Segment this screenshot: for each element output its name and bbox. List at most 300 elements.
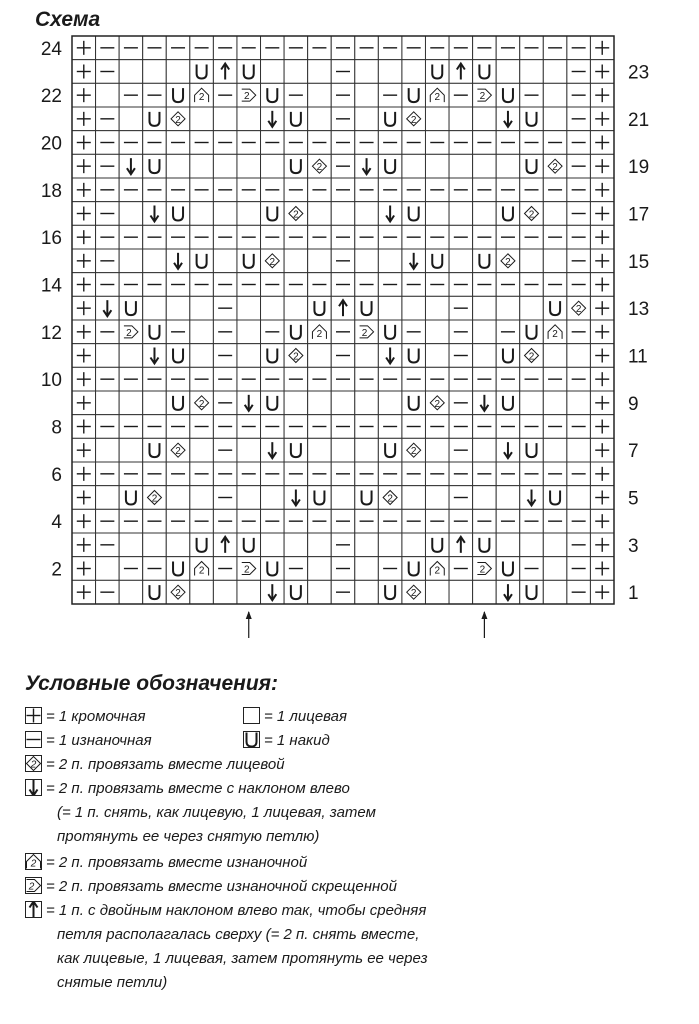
- knit-cell: [119, 533, 143, 557]
- yarn-over-symbol: [308, 486, 332, 510]
- svg-text:2: 2: [269, 256, 276, 268]
- chart-row: [72, 462, 614, 486]
- svg-text:2: 2: [175, 446, 181, 458]
- purl-symbol: [567, 533, 591, 557]
- edge-stitch-symbol: [72, 154, 96, 178]
- purl-symbol: [496, 509, 520, 533]
- knit-cell: [378, 296, 402, 320]
- purl-symbol: [96, 202, 120, 226]
- purl-symbol: [166, 273, 190, 297]
- purl-symbol: [496, 320, 520, 344]
- svg-text:2: 2: [30, 759, 37, 771]
- chart-row: [72, 154, 614, 178]
- yarn-over-symbol: [166, 391, 190, 415]
- purl-symbol: [473, 415, 497, 439]
- legend-title: Условные обозначения:: [25, 672, 279, 695]
- yarn-over-symbol: [496, 344, 520, 368]
- chart-row: [72, 391, 614, 415]
- purl-symbol: [449, 344, 473, 368]
- knit-cell: [284, 391, 308, 415]
- cdd-symbol: [213, 533, 237, 557]
- yarn-over-symbol: [166, 202, 190, 226]
- yarn-over-symbol: [355, 486, 379, 510]
- purl-symbol: [402, 36, 426, 60]
- purl-symbol: [331, 249, 355, 273]
- purl-symbol: [96, 462, 120, 486]
- k2tog-symbol: [543, 154, 567, 178]
- edge-stitch-symbol: [72, 60, 96, 84]
- yarn-over-symbol: [378, 107, 402, 131]
- purl-symbol: [355, 225, 379, 249]
- purl-symbol: [425, 462, 449, 486]
- purl-symbol: [378, 131, 402, 155]
- purl-symbol: [543, 273, 567, 297]
- row-number: 22: [40, 86, 62, 108]
- knit-cell: [237, 107, 261, 131]
- ssk-symbol: [402, 249, 426, 273]
- knit-cell: [284, 296, 308, 320]
- k2tog-symbol: [166, 438, 190, 462]
- purl-symbol: [520, 367, 544, 391]
- purl-symbol: [143, 462, 167, 486]
- purl-symbol: [496, 462, 520, 486]
- knit-cell: [473, 107, 497, 131]
- yarn-over-symbol: [496, 391, 520, 415]
- purl-symbol: [308, 509, 332, 533]
- svg-text:2: 2: [361, 327, 368, 339]
- purl-symbol: [496, 225, 520, 249]
- yarn-over-symbol: [119, 296, 143, 320]
- purl-symbol: [331, 415, 355, 439]
- purl-symbol: [355, 36, 379, 60]
- purl-symbol: [567, 415, 591, 439]
- knit-cell: [237, 154, 261, 178]
- edge-stitch-symbol: [590, 83, 614, 107]
- yarn-over-symbol: [473, 533, 497, 557]
- purl-symbol: [284, 509, 308, 533]
- knit-cell: [96, 391, 120, 415]
- purl-symbol: [143, 36, 167, 60]
- knit-cell: [96, 486, 120, 510]
- knit-cell: [402, 154, 426, 178]
- purl-symbol: [213, 320, 237, 344]
- purl-symbol: [543, 367, 567, 391]
- purl-symbol: [567, 178, 591, 202]
- purl-symbol: [284, 83, 308, 107]
- knit-cell: [166, 533, 190, 557]
- purl-symbol: [543, 462, 567, 486]
- edge-stitch-symbol: [590, 438, 614, 462]
- purl-symbol: [96, 225, 120, 249]
- purl-symbol: [543, 509, 567, 533]
- edge-stitch-symbol: [590, 36, 614, 60]
- purl-symbol: [473, 462, 497, 486]
- knit-cell: [425, 154, 449, 178]
- edge-stitch-symbol: [72, 202, 96, 226]
- svg-text:2: 2: [293, 351, 299, 363]
- knit-cell: [213, 107, 237, 131]
- knit-cell: [308, 202, 332, 226]
- p2tog-symbol: [425, 557, 449, 581]
- purl-symbol: [520, 36, 544, 60]
- purl-symbol: [308, 367, 332, 391]
- purl-symbol: [425, 225, 449, 249]
- yarn-over-symbol: [119, 486, 143, 510]
- svg-text:2: 2: [552, 328, 558, 340]
- purl-symbol: [355, 415, 379, 439]
- knit-cell: [355, 249, 379, 273]
- row-number: 18: [40, 180, 62, 202]
- purl-symbol: [567, 367, 591, 391]
- purl-symbol: [449, 391, 473, 415]
- purl-symbol: [425, 36, 449, 60]
- knit-cell: [143, 60, 167, 84]
- edge-stitch-symbol: [72, 131, 96, 155]
- legend-text: = 1 накид: [264, 732, 330, 749]
- yarn-over-symbol: [143, 154, 167, 178]
- knit-cell: [496, 533, 520, 557]
- chart-row: [72, 273, 614, 297]
- ssk-symbol: [473, 391, 497, 415]
- purl-symbol: [402, 462, 426, 486]
- yarn-over-symbol: [190, 249, 214, 273]
- purl-symbol: [213, 225, 237, 249]
- purl-symbol: [261, 36, 285, 60]
- purl-symbol: [567, 107, 591, 131]
- edge-stitch-symbol: [72, 533, 96, 557]
- svg-text:2: 2: [175, 114, 181, 126]
- k2tog-symbol: [402, 438, 426, 462]
- purl-symbol: [96, 107, 120, 131]
- yarn-over-symbol: [520, 438, 544, 462]
- purl-symbol: [520, 131, 544, 155]
- purl-symbol: [355, 509, 379, 533]
- edge-stitch-symbol: [590, 533, 614, 557]
- ssk-symbol: [378, 202, 402, 226]
- purl-symbol: [284, 131, 308, 155]
- purl-symbol: [166, 462, 190, 486]
- svg-text:2: 2: [434, 565, 441, 577]
- edge-stitch-symbol: [72, 273, 96, 297]
- purl-symbol: [213, 438, 237, 462]
- purl-symbol: [331, 154, 355, 178]
- p2tog-tbl-symbol: [473, 557, 497, 581]
- purl-symbol: [543, 178, 567, 202]
- purl-symbol: [449, 225, 473, 249]
- knit-cell: [284, 60, 308, 84]
- purl-symbol: [425, 273, 449, 297]
- purl-symbol: [96, 131, 120, 155]
- purl-symbol: [213, 509, 237, 533]
- edge-stitch-symbol: [72, 225, 96, 249]
- purl-symbol: [520, 509, 544, 533]
- edge-stitch-symbol: [590, 320, 614, 344]
- k2tog-symbol: [520, 202, 544, 226]
- p2tog-symbol: [190, 83, 214, 107]
- knit-cell: [96, 438, 120, 462]
- legend-text: = 1 п. с двойным наклоном влево так, чтобы средняя: [46, 902, 427, 919]
- purl-symbol: [473, 509, 497, 533]
- knit-cell: [473, 320, 497, 344]
- svg-text:2: 2: [28, 881, 35, 893]
- purl-symbol: [261, 225, 285, 249]
- svg-text:2: 2: [410, 446, 417, 458]
- knit-cell: [378, 533, 402, 557]
- k2tog-symbol: [496, 249, 520, 273]
- ssk-symbol: [143, 344, 167, 368]
- knit-cell: [237, 344, 261, 368]
- purl-symbol: [520, 557, 544, 581]
- knit-cell: [402, 60, 426, 84]
- purl-symbol: [331, 367, 355, 391]
- row-number: 1: [628, 583, 639, 605]
- chart-row: [72, 225, 614, 249]
- purl-symbol: [449, 415, 473, 439]
- edge-stitch-symbol: [72, 462, 96, 486]
- purl-symbol: [261, 415, 285, 439]
- yarn-over-symbol: [378, 320, 402, 344]
- purl-symbol: [213, 462, 237, 486]
- svg-text:2: 2: [151, 493, 158, 505]
- knit-cell: [496, 486, 520, 510]
- knit-cell: [119, 107, 143, 131]
- knit-cell: [166, 60, 190, 84]
- edge-stitch-symbol: [72, 107, 96, 131]
- knit-cell: [520, 60, 544, 84]
- legend-text: = 1 изнаночная: [46, 732, 152, 749]
- cdd-symbol: [25, 901, 42, 918]
- purl-symbol: [355, 131, 379, 155]
- k2tog-symbol: [378, 486, 402, 510]
- purl-symbol: [213, 273, 237, 297]
- svg-text:2: 2: [552, 162, 558, 174]
- edge-stitch-symbol: [72, 509, 96, 533]
- purl-symbol: [261, 178, 285, 202]
- knit-cell: [473, 438, 497, 462]
- purl-symbol: [378, 178, 402, 202]
- purl-symbol: [449, 83, 473, 107]
- purl-symbol: [331, 36, 355, 60]
- purl-symbol: [190, 131, 214, 155]
- yarn-over-symbol: [402, 391, 426, 415]
- purl-symbol: [331, 225, 355, 249]
- purl-symbol: [425, 178, 449, 202]
- yarn-over-symbol: [143, 580, 167, 604]
- purl-symbol: [96, 60, 120, 84]
- purl-symbol: [402, 320, 426, 344]
- purl-symbol: [96, 154, 120, 178]
- svg-text:2: 2: [528, 209, 535, 221]
- purl-symbol: [143, 509, 167, 533]
- purl-symbol: [402, 225, 426, 249]
- purl-symbol: [567, 273, 591, 297]
- knit-cell: [355, 580, 379, 604]
- yarn-over-symbol: [190, 533, 214, 557]
- purl-symbol: [119, 462, 143, 486]
- legend-text-continuation: (= 1 п. снять, как лицевую, 1 лицевая, затем: [57, 804, 376, 821]
- yarn-over-symbol: [308, 296, 332, 320]
- purl-symbol: [331, 533, 355, 557]
- svg-text:2: 2: [30, 858, 37, 869]
- ssk-symbol: [284, 486, 308, 510]
- yarn-over-symbol: [496, 83, 520, 107]
- k2tog-symbol: [284, 344, 308, 368]
- knit-cell: [378, 60, 402, 84]
- k2tog-symbol: [261, 249, 285, 273]
- purl-symbol: [331, 509, 355, 533]
- k2tog-symbol: [166, 107, 190, 131]
- chart-row: [72, 344, 614, 368]
- legend-item: [25, 777, 376, 849]
- yarn-over-symbol: [261, 202, 285, 226]
- row-number: 20: [40, 133, 62, 155]
- row-number: 3: [628, 535, 639, 557]
- row-number: 6: [51, 464, 62, 486]
- knit-cell: [237, 486, 261, 510]
- purl-symbol: [96, 580, 120, 604]
- purl-symbol: [449, 131, 473, 155]
- legend-text-continuation: петля располагалась сверху (= 2 п. снять вместе,: [57, 926, 420, 943]
- knit-cell: [520, 533, 544, 557]
- yarn-over-symbol: [143, 107, 167, 131]
- knit-cell: [308, 83, 332, 107]
- knit-cell: [119, 249, 143, 273]
- row-number: 17: [628, 204, 650, 226]
- purl-symbol: [237, 415, 261, 439]
- purl-symbol: [496, 415, 520, 439]
- knit-cell: [96, 557, 120, 581]
- purl-symbol: [284, 462, 308, 486]
- edge-stitch-symbol: [25, 707, 42, 724]
- knit-cell: [473, 154, 497, 178]
- purl-symbol: [166, 509, 190, 533]
- yarn-over-symbol: [261, 557, 285, 581]
- edge-stitch-symbol: [72, 557, 96, 581]
- purl-symbol: [213, 415, 237, 439]
- purl-symbol: [567, 202, 591, 226]
- purl-symbol: [567, 154, 591, 178]
- knit-cell: [355, 438, 379, 462]
- knit-cell: [567, 486, 591, 510]
- knit-cell: [543, 438, 567, 462]
- svg-text:2: 2: [479, 564, 486, 576]
- knit-cell: [520, 249, 544, 273]
- knit-cell: [449, 154, 473, 178]
- purl-symbol: [473, 36, 497, 60]
- purl-symbol: [25, 731, 42, 748]
- yarn-over-symbol: [355, 296, 379, 320]
- knit-cell: [190, 107, 214, 131]
- purl-symbol: [567, 131, 591, 155]
- knit-cell: [261, 296, 285, 320]
- purl-symbol: [567, 509, 591, 533]
- purl-symbol: [449, 509, 473, 533]
- edge-stitch-symbol: [590, 367, 614, 391]
- purl-symbol: [449, 486, 473, 510]
- knit-cell: [473, 486, 497, 510]
- knit-cell: [473, 202, 497, 226]
- yarn-over-symbol: [190, 60, 214, 84]
- knit-cell: [496, 154, 520, 178]
- knit-cell: [520, 391, 544, 415]
- row-number: 14: [40, 275, 62, 297]
- svg-text:2: 2: [528, 351, 535, 363]
- purl-symbol: [378, 273, 402, 297]
- knit-cell: [96, 83, 120, 107]
- purl-symbol: [284, 273, 308, 297]
- svg-text:2: 2: [410, 588, 417, 600]
- knit-cell: [213, 249, 237, 273]
- purl-symbol: [96, 533, 120, 557]
- purl-symbol: [261, 509, 285, 533]
- edge-stitch-symbol: [72, 415, 96, 439]
- legend-text: = 1 лицевая: [264, 708, 348, 725]
- edge-stitch-symbol: [590, 225, 614, 249]
- yarn-over-symbol: [425, 249, 449, 273]
- svg-text:2: 2: [575, 304, 582, 316]
- knit-cell: [308, 344, 332, 368]
- chart-row: [72, 296, 614, 320]
- knit-cell: [284, 249, 308, 273]
- yarn-over-symbol: [520, 320, 544, 344]
- knit-cell: [567, 344, 591, 368]
- svg-text:2: 2: [410, 114, 417, 126]
- edge-stitch-symbol: [590, 509, 614, 533]
- knit-cell: [355, 344, 379, 368]
- purl-symbol: [355, 178, 379, 202]
- purl-symbol: [378, 225, 402, 249]
- purl-symbol: [425, 131, 449, 155]
- purl-symbol: [496, 131, 520, 155]
- purl-symbol: [473, 131, 497, 155]
- edge-stitch-symbol: [590, 131, 614, 155]
- chart-row: [72, 580, 614, 604]
- purl-symbol: [284, 415, 308, 439]
- purl-symbol: [449, 320, 473, 344]
- row-number: 10: [40, 370, 62, 392]
- edge-stitch-symbol: [72, 36, 96, 60]
- purl-symbol: [96, 367, 120, 391]
- yarn-over-symbol: [237, 60, 261, 84]
- purl-symbol: [449, 273, 473, 297]
- edge-stitch-symbol: [590, 178, 614, 202]
- p2tog-symbol: [308, 320, 332, 344]
- svg-text:2: 2: [316, 162, 323, 174]
- yarn-over-symbol: [378, 580, 402, 604]
- purl-symbol: [331, 557, 355, 581]
- yarn-over-symbol: [378, 438, 402, 462]
- knit-cell: [425, 344, 449, 368]
- knit-cell: [543, 107, 567, 131]
- knit-cell: [449, 107, 473, 131]
- purl-symbol: [331, 131, 355, 155]
- yarn-over-symbol: [473, 249, 497, 273]
- p2tog-tbl-symbol: [119, 320, 143, 344]
- row-number: 13: [628, 299, 650, 321]
- ssk-symbol: [119, 154, 143, 178]
- purl-symbol: [119, 415, 143, 439]
- knit-cell: [402, 486, 426, 510]
- knit-cell: [355, 83, 379, 107]
- knit-cell: [261, 60, 285, 84]
- knit-cell: [190, 296, 214, 320]
- purl-symbol: [520, 225, 544, 249]
- k2tog-symbol: [425, 391, 449, 415]
- purl-symbol: [496, 273, 520, 297]
- edge-stitch-symbol: [72, 486, 96, 510]
- ssk-symbol: [496, 107, 520, 131]
- edge-stitch-symbol: [72, 296, 96, 320]
